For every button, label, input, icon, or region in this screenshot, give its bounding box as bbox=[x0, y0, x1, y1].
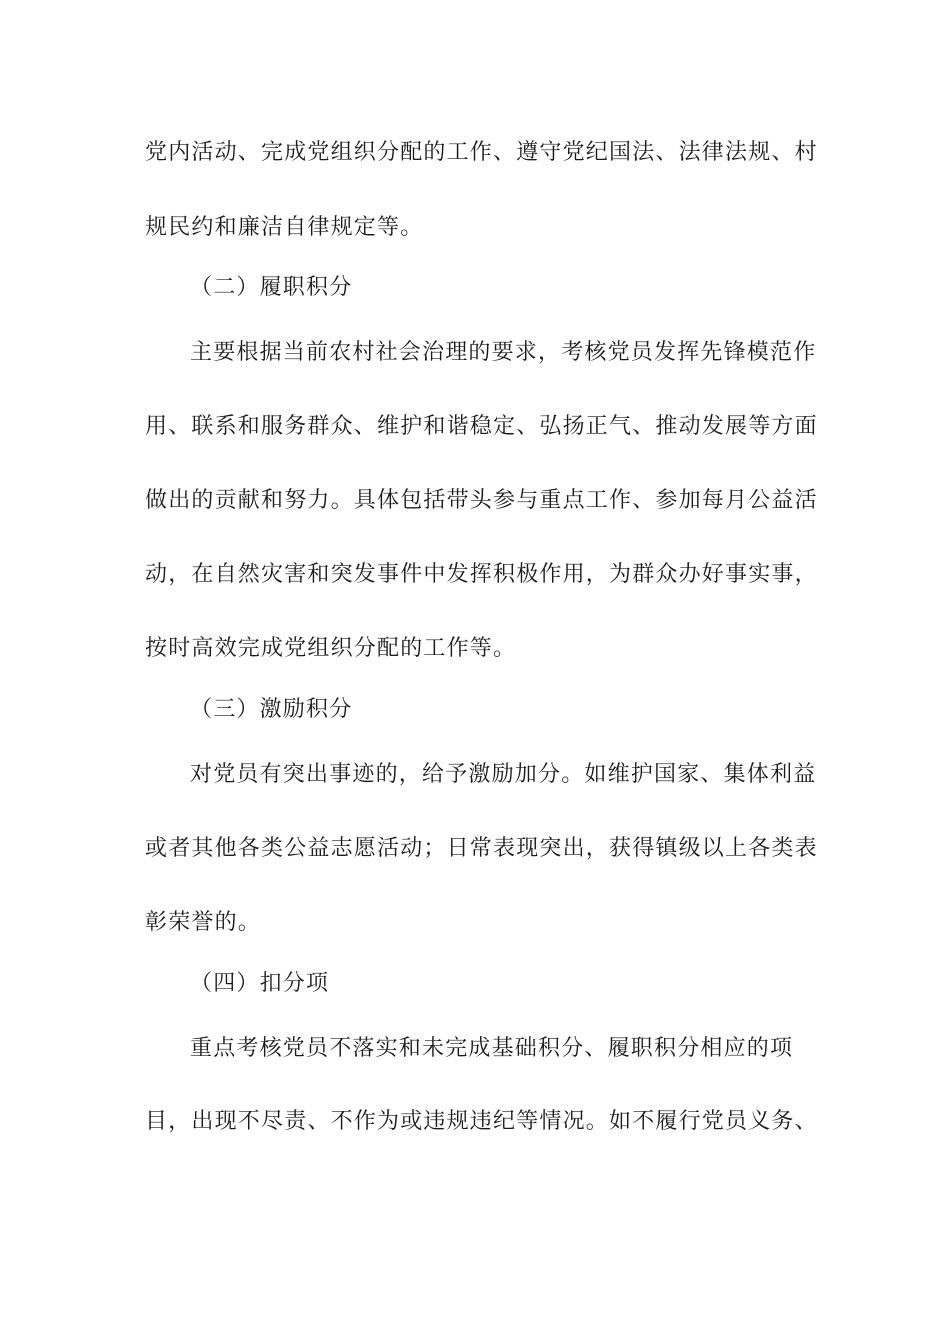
body-text-line: 主要根据当前农村社会治理的要求，考核党员发挥先锋模范作 bbox=[190, 340, 817, 365]
body-text-line: 彰荣誉的。 bbox=[145, 910, 262, 935]
body-text-line: 动，在自然灾害和突发事件中发挥积极作用，为群众办好事实事， bbox=[145, 562, 818, 587]
body-text-line: 或者其他各类公益志愿活动；日常表现突出，获得镇级以上各类表 bbox=[145, 836, 818, 861]
body-text-line: 重点考核党员不落实和未完成基础积分、履职积分相应的项 bbox=[190, 1036, 794, 1061]
body-text-line: 用、联系和服务群众、维护和谐稳定、弘扬正气、推动发展等方面 bbox=[145, 414, 818, 439]
body-text-line: 按时高效完成党组织分配的工作等。 bbox=[145, 636, 517, 661]
section-heading-4: （四）扣分项 bbox=[190, 971, 330, 996]
body-text-line: 规民约和廉洁自律规定等。 bbox=[145, 215, 424, 240]
section-heading-2: （二）履职积分 bbox=[190, 275, 353, 300]
body-text-line: 党内活动、完成党组织分配的工作、遵守党纪国法、法律法规、村 bbox=[145, 140, 818, 165]
body-text-line: 对党员有突出事迹的，给予激励加分。如维护国家、集体利益 bbox=[190, 762, 817, 787]
section-heading-3: （三）激励积分 bbox=[190, 697, 353, 722]
body-text-line: 目，出现不尽责、不作为或违规违纪等情况。如不履行党员义务、 bbox=[145, 1109, 818, 1134]
body-text-line: 做出的贡献和努力。具体包括带头参与重点工作、参加每月公益活 bbox=[145, 488, 818, 513]
